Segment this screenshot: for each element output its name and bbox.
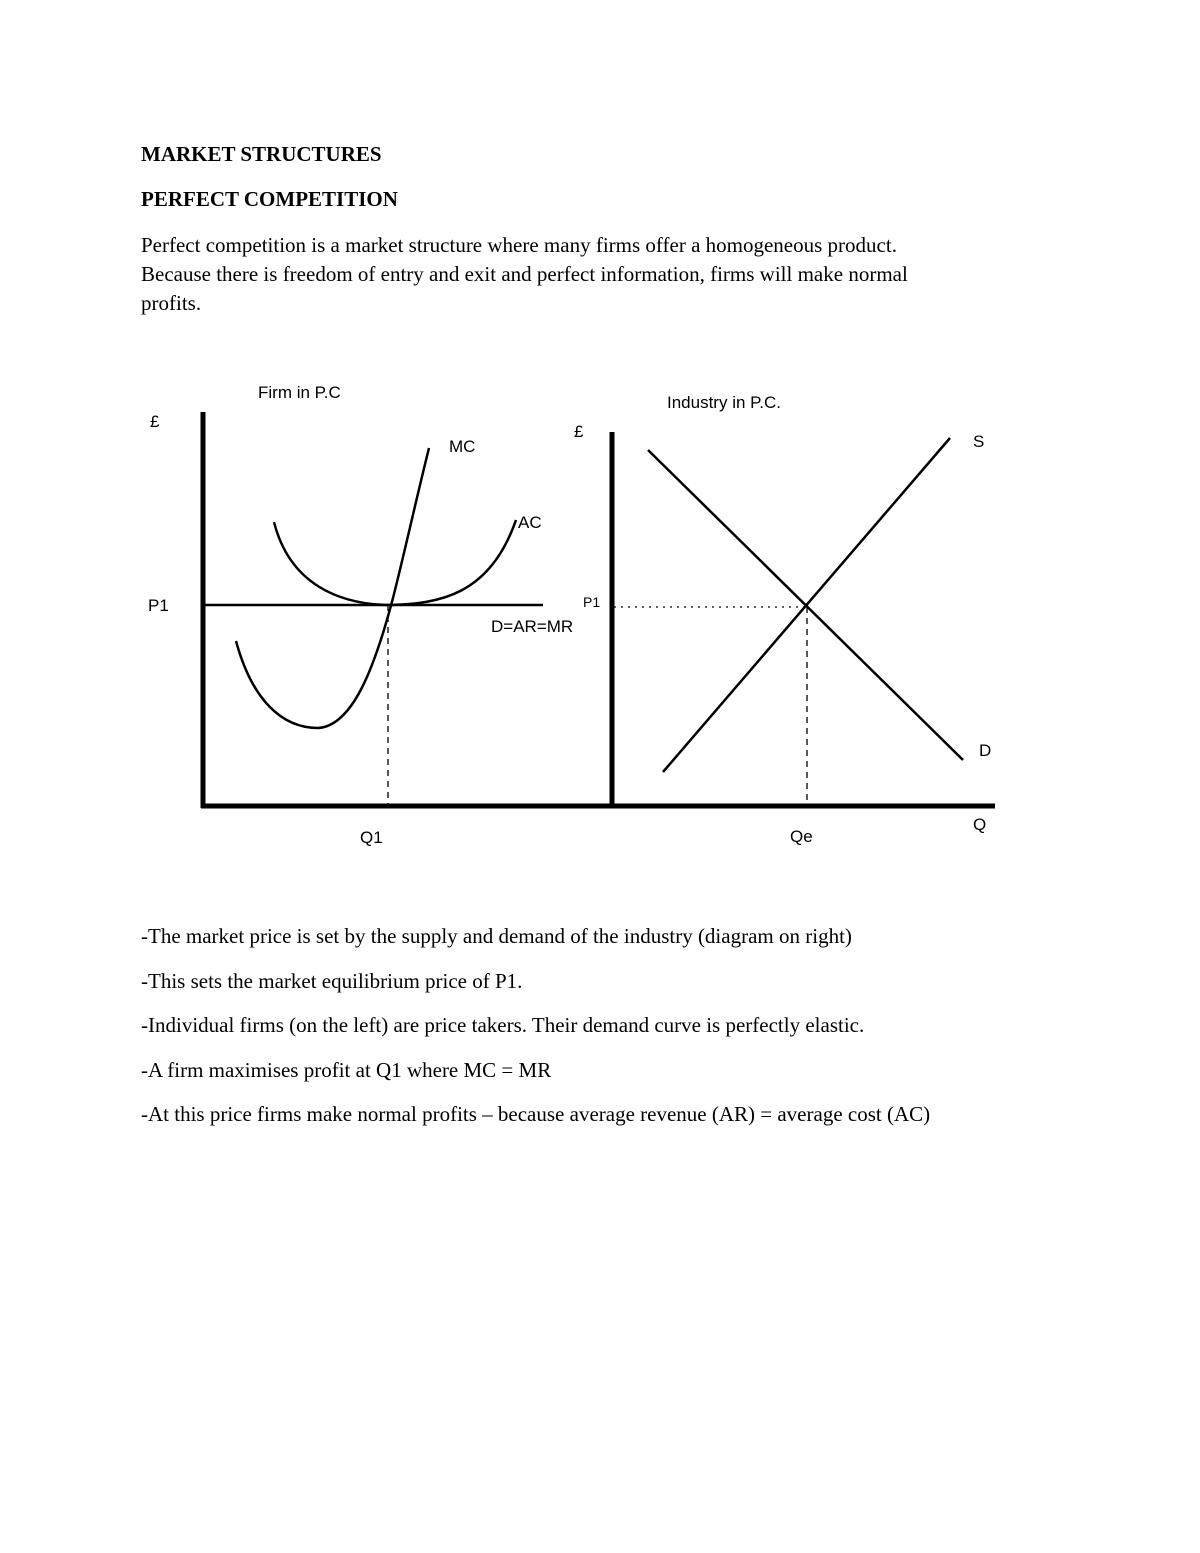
supply-curve-label: S <box>973 432 985 451</box>
intro-line: Perfect competition is a market structure where many firms offer a homogeneous product. <box>141 233 897 257</box>
perfect-competition-diagram <box>0 360 1200 860</box>
list-item: -Individual firms (on the left) are price takers. Their demand curve is perfectly elastic. <box>141 1013 865 1037</box>
demand-curve-label: D=AR=MR <box>491 617 574 636</box>
firm-y-axis-label: £ <box>150 412 160 431</box>
list-item: -At this price firms make normal profits – because average revenue (AR) = average cost (AC) <box>141 1102 931 1126</box>
firm-mc-curve <box>236 448 429 728</box>
industry-y-axis-label: £ <box>574 422 584 441</box>
list-item: -A firm maximises profit at Q1 where MC = MR <box>141 1057 552 1082</box>
firm-chart-title: Firm in P.C <box>258 383 341 402</box>
list-item: -The market price is set by the supply and demand of the industry (diagram on right) <box>141 924 852 948</box>
intro-line: profits. <box>141 291 202 315</box>
mc-curve-label: MC <box>449 437 476 456</box>
intro-paragraph <box>141 231 1041 318</box>
intro-line: Because there is freedom of entry and exit and perfect information, firms will make normal <box>141 262 908 286</box>
ac-curve-label: AC <box>518 513 542 532</box>
industry-chart <box>574 393 995 846</box>
page-title: MARKET STRUCTURES <box>141 142 382 166</box>
firm-quantity-tick-label: Q1 <box>360 828 383 847</box>
explanation-list <box>141 922 930 1145</box>
industry-demand-label: D <box>979 741 992 760</box>
list-item: -This sets the market equilibrium price of P1. <box>141 968 523 993</box>
firm-price-tick-label: P1 <box>148 596 169 615</box>
industry-quantity-tick-label: Qe <box>790 827 813 846</box>
industry-x-axis-label: Q <box>973 815 987 834</box>
industry-price-tick-label: P1 <box>583 594 601 610</box>
firm-chart <box>148 383 612 847</box>
section-heading: PERFECT COMPETITION <box>141 187 398 211</box>
industry-chart-title: Industry in P.C. <box>667 393 782 412</box>
